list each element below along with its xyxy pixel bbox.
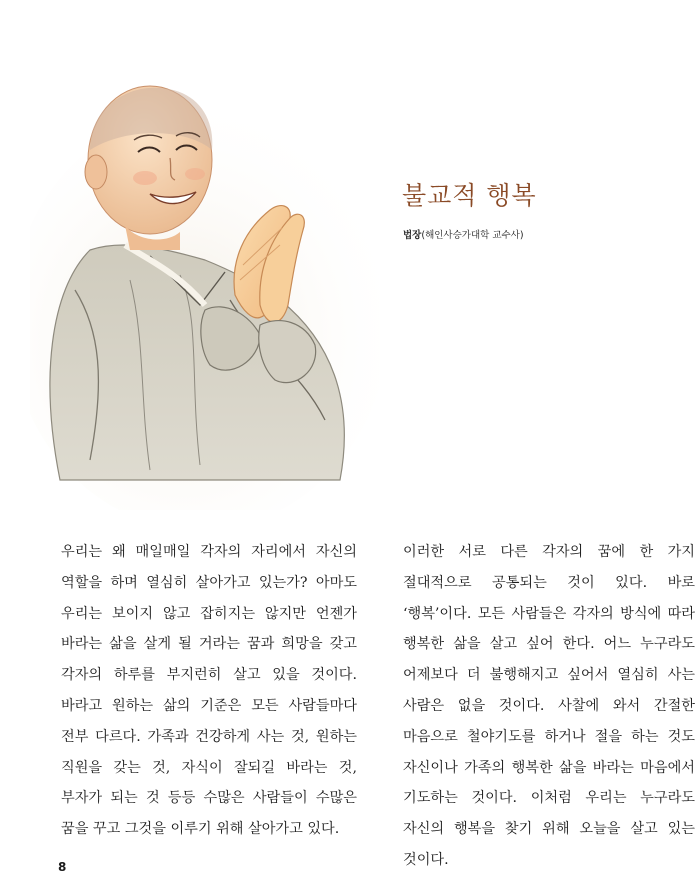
monk-illustration xyxy=(30,60,380,510)
author-byline xyxy=(403,227,524,241)
article-title: 불교적 행복 xyxy=(402,181,537,210)
body-column-right: 이러한 서로 다른 각자의 꿈에 한 가지 절대적으로 공통되는 것이 있다. 바로 ‘행복’이다. 모든 사람들은 각자의 방식에 따라 행복한 삶을 살고 싶어 한다. 어느 누구라도 어제보다 더 불행해지고 싶어서 열심히 사는 사람은 없을 것이다. 사찰에 와서 간절한 마음으로 철야기도를 하거나 절을 하는 것도 자신이나 가족의 행복한 삶을 바라는 마음에서 기도하는 것이다. 이처럼 우리는 누구라도 자신의 행복을 찾기 위해 오늘을 살고 있는 것이다. xyxy=(403,544,695,868)
smiling-monk-icon xyxy=(30,60,380,510)
body-column-left: 우리는 왜 매일매일 각자의 자리에서 자신의 역할을 하며 열심히 살아가고 있는가? 아마도 우리는 보이지 않고 잡히지는 않지만 언젠가 바라는 삶을 살게 될 거라는 꿈과 희망을 갖고 각자의 하루를 부지런히 살고 있을 것이다. 바라고 원하는 삶의 기준은 모든 사람들마다 전부 다르다. 가족과 건강하게 사는 것, 원하는 직원을 갖는 것, 자식이 잘되길 바라는 것, 부자가 되는 것 등등 수많은 사람들이 수많은 꿈을 꾸고 그것을 이루기 위해 살아가고 있다. xyxy=(61,544,357,838)
author-name: 법장 xyxy=(403,230,422,241)
page-number: 8 xyxy=(58,860,67,874)
author-affiliation: (해인사승가대학 교수사) xyxy=(421,230,524,241)
